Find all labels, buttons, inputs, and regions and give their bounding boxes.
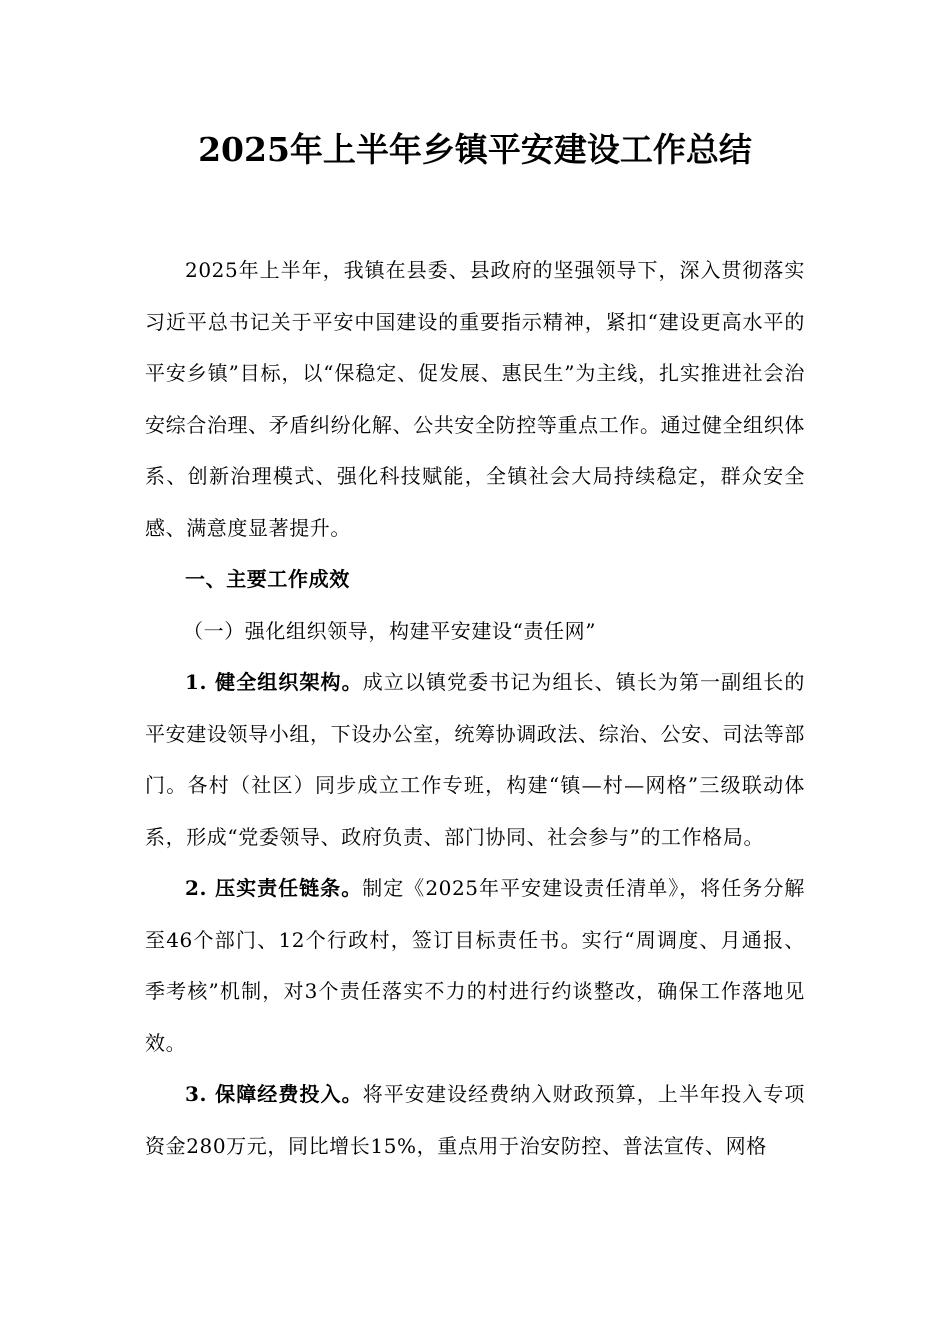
document-title: 2025年上半年乡镇平安建设工作总结 [198,130,752,169]
item-paragraph-2 [145,863,805,1069]
item-paragraph-3 [145,1069,805,1172]
item-text-2: 制定《2025年平安建设责任清单》，将任务分解至46个部门、12个行政村，签订目标责任书。实行“周调度、月通报、季考核”机制，对3个责任落实不力的村进行约谈整改，确保工作落地见效。 [145,876,806,1055]
item-text-3: 将平安建设经费纳入财政预算，上半年投入专项资金280万元，同比增长15%，重点用于治安防控、普法宣传、网格 [145,1082,805,1158]
section-heading-main-achievements: 一、主要工作成效 [185,567,350,591]
item-lead-3: 3. 保障经费投入。 [185,1082,363,1106]
item-paragraph-1 [145,657,805,863]
intro-paragraph: 2025年上半年，我镇在县委、县政府的坚强领导下，深入贯彻落实习近平总书记关于平安中国建设的重要指示精神，紧扣“建设更高水平的平安乡镇”目标，以“保稳定、促发展、惠民生”为主线，扎实推进社会治安综合治理、矛盾纠纷化解、公共安全防控等重点工作。通过健全组织体系、创新治理模式、强化科技赋能，全镇社会大局持续稳定，群众安全感、满意度显著提升。 [145,258,805,540]
item-lead-2: 2. 压实责任链条。 [185,876,363,900]
item-lead-1: 1. 健全组织架构。 [185,670,363,694]
document-body [145,245,805,1172]
item-text-1: 成立以镇党委书记为组长、镇长为第一副组长的平安建设领导小组，下设办公室，统筹协调政法、综治、公安、司法等部门。各村（社区）同步成立工作专班，构建“镇—村—网格”三级联动体系，形成“党委领导、政府负责、部门协同、社会参与”的工作格局。 [145,670,805,849]
subsection-heading-organization: （一）强化组织领导，构建平安建设“责任网” [183,618,597,643]
